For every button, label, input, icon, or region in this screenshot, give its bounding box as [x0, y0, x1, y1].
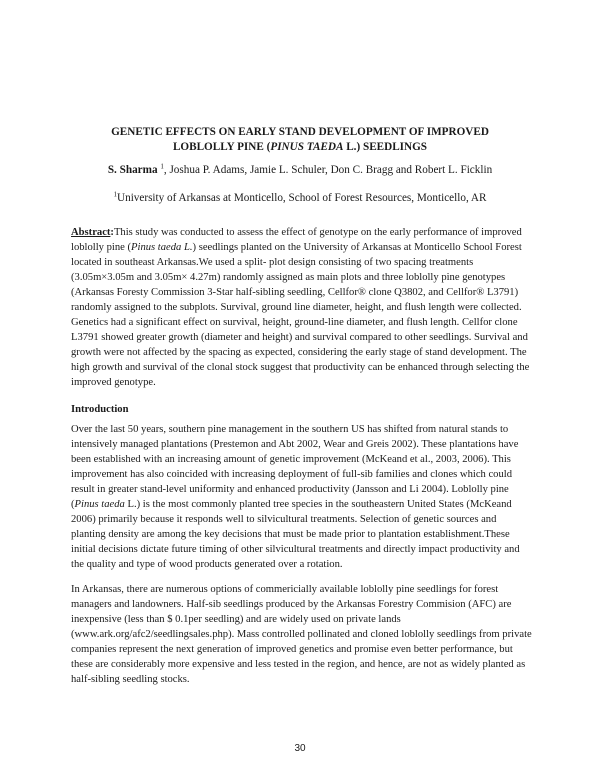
abstract-text-2: ) seedlings planted on the University of Arkansas at Monticello School Forest located in southeast Arkansas.We used a split- plot design consisting of two spacing treatments (3.05m×3.05m and 3.05m× 4.27m) randomly assigned as main plots and three loblolly pine genotypes (Arkansas Foresty Commission 3-Star half-sibling seedling, Cellfor® clone Q3802, and Cellfor® L3791) randomly assigned to the subplots. Survival, ground line diameter, height, and flush length were collected. Genetics had a significant effect on survival, height, ground-line diameter, and flush length. Cellfor clone L3791 showed greater growth (diameter and height) and survival compared to other seedlings. Survival and growth were not affected by the spacing as expected, considering the early stage of stand development. The high growth and survival of the clonal stock suggest that productivity can be enhanced through selecting the improved genotype. — [71, 242, 530, 388]
intro-p1-text-1: Over the last 50 years, southern pine management in the southern US has shifted from natural stands to intensively managed plantations (Prestemon and Abt 2002, Wear and Greis 2002). These plantations have been established with an increasing amount of genetic improvement (McKeand et al., 2003, 2006). This improvement has also coincided with increasing deployment of full-sib families and clones which could result in greater stand-level uniformity and enhanced productivity (Jansson and Li 2004). Loblolly pine ( — [71, 424, 519, 510]
introduction-paragraph-2: In Arkansas, there are numerous options of commericially available loblolly pine seedlings for forest managers and landowners. Half-sib seedlings produced by the Arkansas Forestry Commision (AFC) are inexpensive (less than $ 0.1per seedling) and are widely used on private lands (www.ark.org/afc2/seedlingsales.php). Mass controlled pollinated and cloned loblolly seedlings from private companies represent the next generation of improved genetics and promise even better performance, but these are considerably more expensive and less tested in the region, and hence, are not as widely planted as half-sibling seedling stocks. — [71, 584, 532, 685]
title-line-2-pre: LOBLOLLY PINE ( — [172, 141, 271, 153]
paper-title — [60, 125, 540, 155]
affiliation-mark: 1 — [113, 190, 118, 199]
page-number: 30 — [294, 743, 306, 754]
abstract-label: Abstract — [71, 227, 111, 238]
title-species-italic: PINUS TAEDA — [270, 141, 344, 153]
title-line-1: GENETIC EFFECTS ON EARLY STAND DEVELOPMENT OF IMPROVED — [111, 126, 489, 138]
title-line-2 — [60, 140, 540, 155]
abstract-text-1: This study was conducted to assess the effect of genotype on the early performance of improved loblolly pine ( — [71, 227, 522, 253]
affiliation-text: University of Arkansas at Monticello, School of Forest Resources, Monticello, AR — [117, 192, 487, 204]
author-list — [60, 163, 540, 178]
introduction-paragraph-1 — [71, 422, 533, 572]
intro-p1-species-italic: Pinus taeda — [74, 499, 125, 510]
introduction-heading: Introduction — [71, 404, 129, 415]
abstract-species-italic: Pinus taeda L. — [131, 242, 193, 253]
other-authors: , Joshua P. Adams, Jamie L. Schuler, Don C. Bragg and Robert L. Ficklin — [163, 164, 493, 176]
affiliation — [60, 191, 540, 206]
title-line-2-post: L.) SEEDLINGS — [343, 141, 428, 153]
intro-p1-text-2: L.) is the most commonly planted tree species in the southeastern United States (McKeand 2006) primarily because it responds well to silvicultural treatments. Selection of genetic sources and planting density are among the key decisions that must be made prior to plantation establishment.These initial decisions dictate future timing of other silvicultural treatments and directly impact productivity and the quality and type of wood products generated over a rotation. — [71, 499, 520, 570]
abstract-paragraph — [71, 225, 533, 390]
lead-author: S. Sharma — [107, 164, 158, 176]
abstract-colon: : — [110, 227, 114, 238]
lead-author-affiliation-mark: 1 — [160, 162, 164, 171]
